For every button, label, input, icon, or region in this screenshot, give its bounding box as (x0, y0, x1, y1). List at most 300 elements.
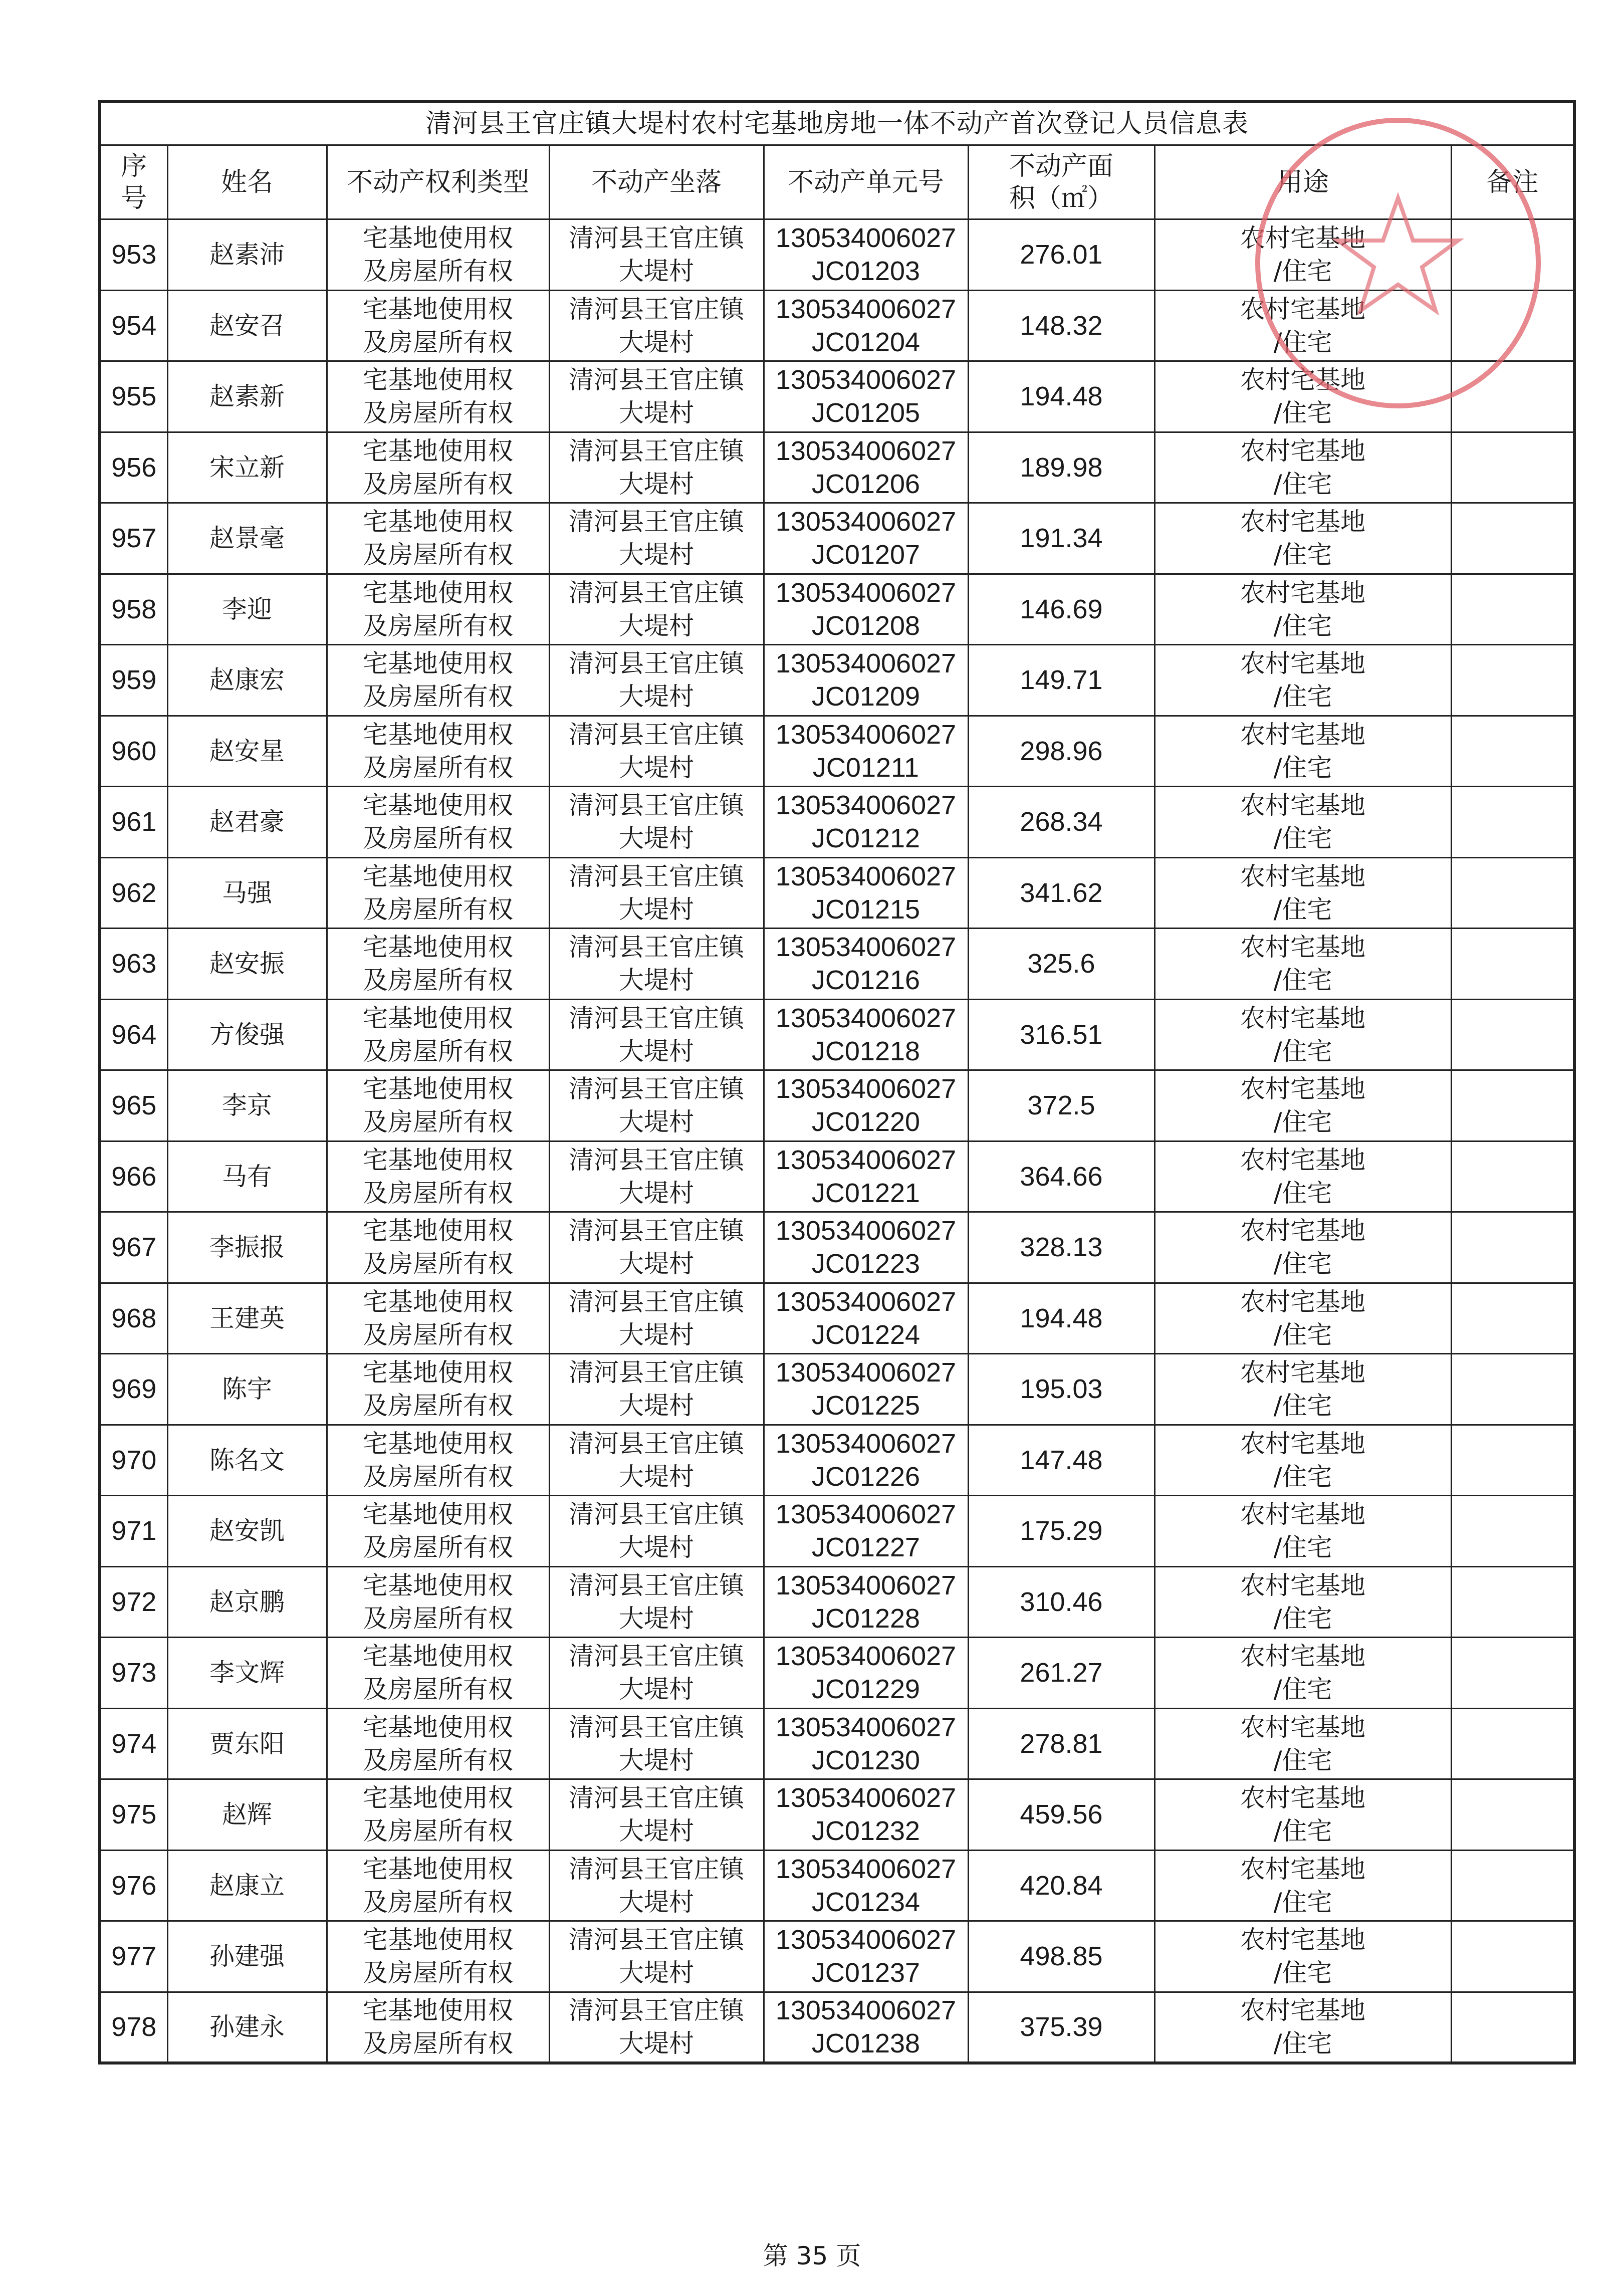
cell-location-line: 清河县王官庄镇 (569, 720, 744, 749)
cell-location-line: 大堤村 (619, 1391, 694, 1421)
cell-unit-no (764, 503, 968, 574)
cell-area: 195.03 (968, 1354, 1154, 1425)
cell-location (549, 1496, 764, 1567)
cell-area: 261.27 (968, 1638, 1154, 1709)
table-row (100, 1566, 1574, 1638)
cell-right-type-line: 及房屋所有权 (363, 1391, 513, 1421)
cell-right-type-line: 宅基地使用权 (363, 1783, 513, 1813)
cell-right-type-line: 宅基地使用权 (363, 436, 513, 466)
cell-seq: 957 (100, 503, 167, 574)
cell-unit-no-line: JC01203 (811, 256, 920, 287)
cell-name: 赵景毫 (167, 503, 327, 574)
cell-location-line: 清河县王官庄镇 (569, 1783, 744, 1813)
cell-remark (1451, 716, 1574, 787)
cell-usage-line: /住宅 (1273, 1603, 1332, 1633)
cell-location-line: 清河县王官庄镇 (569, 294, 744, 324)
cell-seq: 971 (100, 1496, 167, 1567)
table-row (100, 432, 1574, 503)
cell-usage (1154, 1496, 1451, 1567)
cell-location-line: 大堤村 (619, 2029, 694, 2058)
cell-unit-no-line: JC01205 (811, 398, 920, 428)
cell-remark (1451, 1850, 1574, 1921)
cell-usage (1154, 645, 1451, 716)
cell-location-line: 清河县王官庄镇 (569, 1429, 744, 1458)
cell-usage-line: 农村宅基地 (1240, 1712, 1365, 1742)
cell-location (549, 1850, 764, 1921)
cell-usage (1154, 1708, 1451, 1779)
cell-location-line: 清河县王官庄镇 (569, 436, 744, 466)
cell-usage-line: 农村宅基地 (1240, 223, 1365, 253)
cell-area: 341.62 (968, 857, 1154, 929)
cell-unit-no-line: 130534006027 (775, 1428, 957, 1459)
cell-unit-no-line: JC01230 (811, 1745, 920, 1775)
cell-location-line: 大堤村 (619, 1816, 694, 1846)
cell-location-line: 清河县王官庄镇 (569, 649, 744, 678)
cell-location (549, 1779, 764, 1851)
cell-unit-no-line: JC01226 (811, 1461, 920, 1492)
cell-location-line: 清河县王官庄镇 (569, 933, 744, 962)
cell-unit-no (764, 432, 968, 503)
cell-right-type-line: 宅基地使用权 (363, 1500, 513, 1529)
cell-usage-line: 农村宅基地 (1240, 578, 1365, 607)
cell-location-line: 清河县王官庄镇 (569, 223, 744, 253)
table-row (100, 290, 1574, 361)
cell-name: 赵康立 (167, 1850, 327, 1921)
cell-location (549, 219, 764, 291)
cell-seq: 963 (100, 929, 167, 1000)
cell-right-type-line: 宅基地使用权 (363, 861, 513, 891)
cell-unit-no-line: 130534006027 (775, 577, 957, 608)
cell-seq: 978 (100, 1992, 167, 2063)
cell-unit-no-line: JC01207 (811, 540, 920, 570)
cell-right-type-line: 宅基地使用权 (363, 1145, 513, 1175)
cell-remark (1451, 857, 1574, 929)
cell-unit-no-line: 130534006027 (775, 1995, 957, 2025)
cell-right-type (327, 1070, 549, 1141)
cell-usage (1154, 787, 1451, 858)
cell-usage (1154, 1638, 1451, 1709)
cell-unit-no (764, 857, 968, 929)
cell-area: 364.66 (968, 1141, 1154, 1212)
cell-location-line: 清河县王官庄镇 (569, 791, 744, 820)
cell-seq: 962 (100, 857, 167, 929)
cell-usage-line: 农村宅基地 (1240, 365, 1365, 395)
cell-unit-no-line: JC01223 (811, 1249, 920, 1279)
cell-unit-no-line: JC01225 (811, 1391, 920, 1421)
cell-right-type-line: 及房屋所有权 (363, 611, 513, 640)
cell-usage-line: 农村宅基地 (1240, 1358, 1365, 1388)
cell-right-type-line: 及房屋所有权 (363, 1462, 513, 1491)
cell-unit-no-line: 130534006027 (775, 1570, 957, 1600)
cell-usage-line: /住宅 (1273, 469, 1332, 499)
cell-area: 194.48 (968, 1283, 1154, 1354)
cell-right-type-line: 及房屋所有权 (363, 682, 513, 712)
cell-usage (1154, 361, 1451, 432)
cell-usage-line: 农村宅基地 (1240, 649, 1365, 678)
cell-right-type-line: 宅基地使用权 (363, 507, 513, 537)
cell-unit-no (764, 219, 968, 291)
cell-location (549, 432, 764, 503)
cell-location (549, 1212, 764, 1283)
cell-area: 459.56 (968, 1779, 1154, 1851)
cell-name: 马有 (167, 1141, 327, 1212)
cell-unit-no (764, 1496, 968, 1567)
cell-seq: 956 (100, 432, 167, 503)
cell-remark (1451, 1779, 1574, 1851)
cell-location-line: 大堤村 (619, 398, 694, 428)
cell-unit-no (764, 1070, 968, 1141)
cell-unit-no (764, 1354, 968, 1425)
table-title: 清河县王官庄镇大堤村农村宅基地房地一体不动产首次登记人员信息表 (100, 102, 1574, 145)
table-row (100, 1354, 1574, 1425)
cell-remark (1451, 1283, 1574, 1354)
cell-usage-line: 农村宅基地 (1240, 1287, 1365, 1316)
cell-usage-line: /住宅 (1273, 1036, 1332, 1066)
cell-seq: 953 (100, 219, 167, 291)
cell-right-type (327, 1283, 549, 1354)
cell-right-type (327, 857, 549, 929)
cell-right-type-line: 宅基地使用权 (363, 1996, 513, 2025)
cell-unit-no-line: 130534006027 (775, 365, 957, 395)
cell-unit-no-line: 130534006027 (775, 861, 957, 891)
cell-location-line: 大堤村 (619, 1887, 694, 1917)
cell-right-type-line: 及房屋所有权 (363, 469, 513, 499)
cell-usage-line: 农村宅基地 (1240, 1642, 1365, 1671)
cell-remark (1451, 1566, 1574, 1638)
cell-right-type (327, 1496, 549, 1567)
cell-remark (1451, 1496, 1574, 1567)
table-row (100, 1850, 1574, 1921)
cell-usage-line: /住宅 (1273, 966, 1332, 995)
cell-unit-no-line: JC01209 (811, 681, 920, 712)
cell-right-type-line: 及房屋所有权 (363, 1675, 513, 1704)
cell-right-type (327, 361, 549, 432)
cell-right-type (327, 1708, 549, 1779)
cell-right-type-line: 宅基地使用权 (363, 1642, 513, 1671)
cell-usage (1154, 1283, 1451, 1354)
cell-right-type-line: 宅基地使用权 (363, 578, 513, 607)
col-header-area-line1: 不动产面 (1009, 151, 1113, 181)
cell-right-type-line: 宅基地使用权 (363, 1570, 513, 1600)
cell-right-type-line: 及房屋所有权 (363, 1958, 513, 1988)
cell-usage (1154, 574, 1451, 645)
cell-location-line: 清河县王官庄镇 (569, 1216, 744, 1246)
cell-location-line: 清河县王官庄镇 (569, 1925, 744, 1955)
cell-right-type (327, 290, 549, 361)
cell-unit-no-line: JC01228 (811, 1603, 920, 1634)
cell-unit-no-line: 130534006027 (775, 648, 957, 679)
cell-usage-line: 农村宅基地 (1240, 294, 1365, 324)
cell-seq: 970 (100, 1425, 167, 1496)
col-header-remark: 备注 (1451, 145, 1574, 219)
cell-right-type (327, 1638, 549, 1709)
cell-location (549, 361, 764, 432)
cell-location-line: 清河县王官庄镇 (569, 365, 744, 395)
cell-usage (1154, 503, 1451, 574)
cell-location (549, 574, 764, 645)
cell-unit-no (764, 645, 968, 716)
cell-remark (1451, 787, 1574, 858)
cell-right-type (327, 1850, 549, 1921)
col-header-usage: 用途 (1154, 145, 1451, 219)
cell-unit-no-line: JC01216 (811, 965, 920, 996)
cell-location-line: 清河县王官庄镇 (569, 1287, 744, 1316)
cell-usage (1154, 716, 1451, 787)
cell-right-type-line: 及房屋所有权 (363, 327, 513, 357)
cell-right-type (327, 929, 549, 1000)
cell-right-type (327, 1212, 549, 1283)
cell-usage-line: /住宅 (1273, 824, 1332, 853)
cell-right-type-line: 及房屋所有权 (363, 1603, 513, 1633)
table-row (100, 219, 1574, 291)
cell-area: 325.6 (968, 929, 1154, 1000)
cell-usage-line: /住宅 (1273, 894, 1332, 924)
cell-remark (1451, 929, 1574, 1000)
registration-table (98, 100, 1576, 2064)
cell-usage-line: /住宅 (1273, 2029, 1332, 2058)
cell-location-line: 清河县王官庄镇 (569, 507, 744, 537)
header-row (100, 145, 1574, 219)
cell-right-type-line: 宅基地使用权 (363, 1216, 513, 1246)
cell-usage-line: /住宅 (1273, 1391, 1332, 1421)
cell-location (549, 1425, 764, 1496)
cell-right-type (327, 219, 549, 291)
cell-usage (1154, 1850, 1451, 1921)
table-row (100, 1496, 1574, 1567)
cell-name: 陈名文 (167, 1425, 327, 1496)
cell-right-type-line: 宅基地使用权 (363, 720, 513, 749)
cell-location (549, 645, 764, 716)
cell-right-type-line: 及房屋所有权 (363, 1107, 513, 1137)
cell-unit-no (764, 1141, 968, 1212)
cell-location (549, 787, 764, 858)
table-row (100, 1992, 1574, 2063)
cell-seq: 965 (100, 1070, 167, 1141)
table-row (100, 1638, 1574, 1709)
cell-unit-no (764, 1708, 968, 1779)
cell-right-type-line: 宅基地使用权 (363, 1287, 513, 1316)
cell-right-type (327, 1779, 549, 1851)
cell-unit-no (764, 929, 968, 1000)
cell-usage-line: 农村宅基地 (1240, 1854, 1365, 1884)
cell-remark (1451, 1425, 1574, 1496)
cell-remark (1451, 1141, 1574, 1212)
cell-unit-no-line: 130534006027 (775, 1286, 957, 1317)
page-number: 第 35 页 (763, 2241, 861, 2270)
cell-unit-no (764, 361, 968, 432)
cell-usage-line: /住宅 (1273, 1178, 1332, 1208)
cell-location-line: 大堤村 (619, 966, 694, 995)
cell-usage-line: 农村宅基地 (1240, 1783, 1365, 1813)
cell-area: 149.71 (968, 645, 1154, 716)
cell-unit-no-line: JC01204 (811, 327, 920, 357)
cell-area: 148.32 (968, 290, 1154, 361)
cell-name: 王建英 (167, 1283, 327, 1354)
cell-unit-no-line: 130534006027 (775, 1854, 957, 1884)
cell-right-type-line: 宅基地使用权 (363, 1712, 513, 1742)
cell-usage-line: /住宅 (1273, 1675, 1332, 1704)
cell-right-type (327, 787, 549, 858)
cell-location-line: 大堤村 (619, 1320, 694, 1349)
cell-usage-line: /住宅 (1273, 1533, 1332, 1562)
cell-right-type-line: 及房屋所有权 (363, 540, 513, 570)
cell-usage-line: /住宅 (1273, 398, 1332, 428)
cell-unit-no-line: 130534006027 (775, 1074, 957, 1104)
cell-location-line: 清河县王官庄镇 (569, 1854, 744, 1884)
cell-unit-no-line: JC01218 (811, 1036, 920, 1066)
cell-name: 孙建强 (167, 1921, 327, 1992)
cell-location-line: 清河县王官庄镇 (569, 1145, 744, 1175)
cell-seq: 961 (100, 787, 167, 858)
cell-right-type (327, 999, 549, 1070)
cell-location-line: 大堤村 (619, 611, 694, 640)
cell-remark (1451, 1070, 1574, 1141)
cell-usage (1154, 929, 1451, 1000)
cell-unit-no-line: JC01212 (811, 823, 920, 854)
cell-name: 赵康宏 (167, 645, 327, 716)
table-row (100, 503, 1574, 574)
cell-location (549, 857, 764, 929)
cell-unit-no-line: JC01224 (811, 1319, 920, 1350)
cell-remark (1451, 1354, 1574, 1425)
table-row (100, 787, 1574, 858)
cell-seq: 974 (100, 1708, 167, 1779)
cell-usage-line: 农村宅基地 (1240, 1996, 1365, 2025)
cell-area: 147.48 (968, 1425, 1154, 1496)
cell-usage-line: 农村宅基地 (1240, 1500, 1365, 1529)
cell-right-type-line: 及房屋所有权 (363, 1036, 513, 1066)
cell-location-line: 大堤村 (619, 753, 694, 782)
cell-name: 李振报 (167, 1212, 327, 1283)
cell-location-line: 大堤村 (619, 1745, 694, 1775)
cell-area: 175.29 (968, 1496, 1154, 1567)
cell-unit-no (764, 290, 968, 361)
cell-usage-line: /住宅 (1273, 1320, 1332, 1349)
cell-location (549, 1638, 764, 1709)
col-header-seq (100, 145, 167, 219)
cell-location-line: 大堤村 (619, 1107, 694, 1137)
cell-unit-no-line: JC01232 (811, 1816, 920, 1847)
cell-right-type-line: 及房屋所有权 (363, 257, 513, 286)
cell-usage (1154, 1141, 1451, 1212)
cell-right-type-line: 及房屋所有权 (363, 894, 513, 924)
cell-seq: 966 (100, 1141, 167, 1212)
table-row (100, 716, 1574, 787)
cell-usage (1154, 290, 1451, 361)
cell-remark (1451, 219, 1574, 291)
cell-usage-line: /住宅 (1273, 1958, 1332, 1988)
cell-unit-no (764, 1638, 968, 1709)
cell-location-line: 大堤村 (619, 1675, 694, 1704)
cell-seq: 975 (100, 1779, 167, 1851)
cell-usage-line: 农村宅基地 (1240, 720, 1365, 749)
cell-unit-no-line: 130534006027 (775, 1144, 957, 1175)
cell-name: 孙建永 (167, 1992, 327, 2063)
cell-right-type (327, 1141, 549, 1212)
cell-location-line: 清河县王官庄镇 (569, 1712, 744, 1742)
cell-name: 陈宇 (167, 1354, 327, 1425)
cell-usage (1154, 999, 1451, 1070)
table-row (100, 1212, 1574, 1283)
cell-unit-no-line: 130534006027 (775, 1499, 957, 1530)
cell-unit-no (764, 787, 968, 858)
cell-remark (1451, 503, 1574, 574)
cell-name: 赵辉 (167, 1779, 327, 1851)
cell-location-line: 清河县王官庄镇 (569, 1003, 744, 1033)
cell-location (549, 929, 764, 1000)
cell-usage-line: 农村宅基地 (1240, 1003, 1365, 1033)
cell-location (549, 1283, 764, 1354)
cell-name: 赵素沛 (167, 219, 327, 291)
cell-right-type (327, 432, 549, 503)
cell-usage-line: /住宅 (1273, 1745, 1332, 1775)
cell-area: 420.84 (968, 1850, 1154, 1921)
table-row (100, 1283, 1574, 1354)
cell-location-line: 大堤村 (619, 682, 694, 712)
cell-name: 贾东阳 (167, 1708, 327, 1779)
cell-remark (1451, 645, 1574, 716)
cell-location-line: 大堤村 (619, 894, 694, 924)
cell-seq: 958 (100, 574, 167, 645)
cell-unit-no (764, 1425, 968, 1496)
cell-right-type (327, 503, 549, 574)
table-row (100, 1141, 1574, 1212)
table-row (100, 1921, 1574, 1992)
table-row (100, 1070, 1574, 1141)
cell-location-line: 清河县王官庄镇 (569, 1358, 744, 1388)
cell-seq: 969 (100, 1354, 167, 1425)
cell-unit-no-line: JC01229 (811, 1674, 920, 1705)
cell-name: 赵安星 (167, 716, 327, 787)
cell-unit-no-line: 130534006027 (775, 1925, 957, 1955)
col-header-area (968, 145, 1154, 219)
cell-right-type-line: 及房屋所有权 (363, 1320, 513, 1349)
cell-location-line: 大堤村 (619, 1533, 694, 1562)
cell-location-line: 清河县王官庄镇 (569, 1074, 744, 1104)
cell-unit-no-line: 130534006027 (775, 1216, 957, 1246)
cell-name: 方俊强 (167, 999, 327, 1070)
cell-right-type-line: 宅基地使用权 (363, 933, 513, 962)
cell-unit-no-line: JC01208 (811, 610, 920, 641)
table-row (100, 1779, 1574, 1851)
table-row (100, 1425, 1574, 1496)
cell-unit-no-line: 130534006027 (775, 932, 957, 963)
cell-unit-no (764, 1992, 968, 2063)
cell-area: 316.51 (968, 999, 1154, 1070)
cell-name: 宋立新 (167, 432, 327, 503)
cell-name: 李文辉 (167, 1638, 327, 1709)
table-row (100, 857, 1574, 929)
cell-name: 马强 (167, 857, 327, 929)
cell-remark (1451, 1992, 1574, 2063)
cell-area: 375.39 (968, 1992, 1154, 2063)
cell-location-line: 大堤村 (619, 1462, 694, 1491)
cell-seq: 972 (100, 1566, 167, 1638)
cell-location (549, 1708, 764, 1779)
cell-usage (1154, 1212, 1451, 1283)
cell-unit-no-line: JC01237 (811, 1958, 920, 1988)
cell-location (549, 999, 764, 1070)
table-body (100, 219, 1574, 2063)
cell-usage-line: 农村宅基地 (1240, 1925, 1365, 1955)
cell-unit-no-line: JC01227 (811, 1532, 920, 1563)
cell-unit-no-line: JC01221 (811, 1178, 920, 1208)
col-header-seq-line2: 号 (121, 183, 147, 213)
cell-right-type-line: 及房屋所有权 (363, 1178, 513, 1208)
cell-location (549, 1921, 764, 1992)
cell-right-type-line: 及房屋所有权 (363, 753, 513, 782)
cell-usage-line: /住宅 (1273, 1462, 1332, 1491)
